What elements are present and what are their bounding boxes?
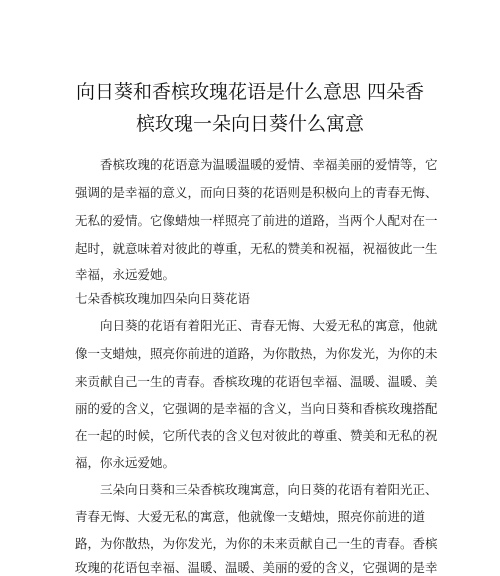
paragraph1-line-1: 香槟玫瑰的花语意为温暖温暖的爱情、幸福美丽的爱情等，它 [100, 157, 438, 172]
paragraph1-line-3: 无私的爱情。它像蜡烛一样照亮了前进的道路，当两个人配对在一 [75, 213, 438, 228]
paragraph2-line-6: 福，你永远爱她。 [75, 455, 176, 470]
paragraph2-line-4: 丽的爱的含义，它强调的是幸福的含义，当向日葵和香槟玫瑰搭配 [75, 401, 438, 416]
paragraph1-line-4: 起时，就意味着对彼此的尊重，无私的赞美和祝福，祝福彼此一生 [75, 241, 438, 256]
paragraph2-line-5: 在一起的时候，它所代表的含义包对彼此的尊重、赞美和无私的祝 [75, 428, 438, 443]
title-line-2: 槟玫瑰一朵向日葵什么寓意 [135, 113, 364, 135]
paragraph2-line-3: 来贡献自己一生的青春。香槟玫瑰的花语包幸福、温暖、温暖、美 [75, 374, 438, 389]
paragraph3-line-4: 玫瑰的花语包幸福、温暖、温暖、美丽的爱的含义，它强调的是幸 [75, 560, 438, 575]
paragraph3-line-3: 路，为你散热，为你发光，为你的未来贡献自己一生的青春。香槟 [75, 536, 438, 551]
paragraph3-line-1: 三朵向日葵和三朵香槟玫瑰寓意，向日葵的花语有着阳光正、 [100, 482, 438, 497]
section-subheading: 七朵香槟玫瑰加四朵向日葵花语 [75, 291, 251, 306]
title-line-1: 向日葵和香槟玫瑰花语是什么意思 四朵香 [75, 81, 425, 103]
paragraph1-line-5: 幸福，永远爱她。 [75, 267, 176, 282]
paragraph2-line-1: 向日葵的花语有着阳光正、青春无悔、大爱无私的寓意，他就 [100, 318, 438, 333]
paragraph1-line-2: 强调的是幸福的意义，而向日葵的花语则是积极向上的青春无悔、 [75, 185, 438, 200]
article-title [70, 76, 430, 140]
paragraph3-line-2: 青春无悔、大爱无私的寓意，他就像一支蜡烛，照亮你前进的道 [75, 509, 426, 524]
paragraph2-line-2: 像一支蜡烛，照亮你前进的道路，为你散热，为你发光，为你的未 [75, 346, 438, 361]
